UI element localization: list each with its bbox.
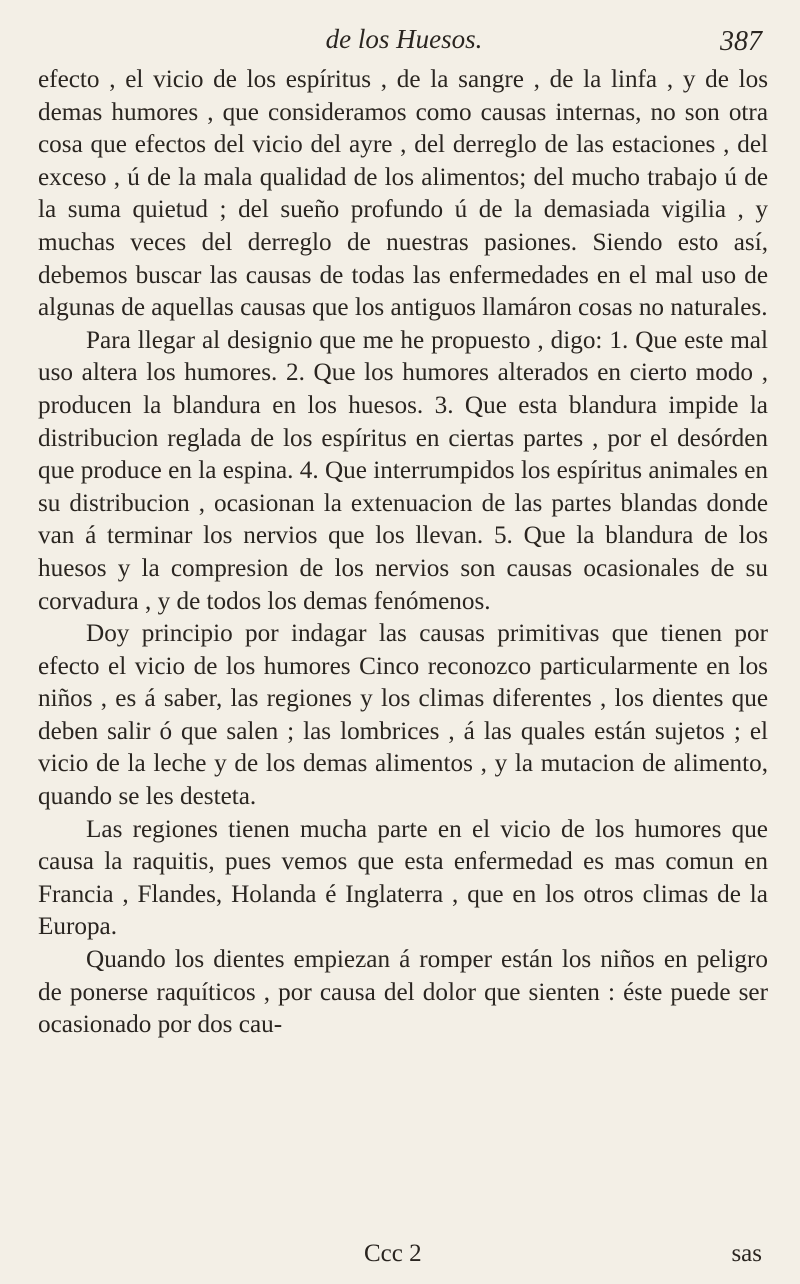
catchword: sas (731, 1240, 762, 1267)
paragraph: Quando los dientes empiezan á romper están los niños en peligro de ponerse raquíticos , por causa del dolor que sienten : éste puede ser ocasionado por dos cau- (38, 946, 768, 1039)
page-footer (40, 1240, 768, 1272)
paragraph: Doy principio por indagar las causas primitivas que tienen por efecto el vicio de los humores Cinco reconozco particularmente en los niños , es á saber, las regiones y los climas diferentes , los dientes que deben salir ó que salen ; las lombrices , á las quales están sujetos ; el vicio de la leche y de los demas alimentos , y la mutacion de alimento, quando se les desteta. (38, 620, 768, 811)
page-header (40, 24, 768, 64)
paragraph: Las regiones tienen mucha parte en el vicio de los humores que causa la raquitis, pues vemos que esta enfermedad es mas comun en Francia , Flandes, Holanda é Inglaterra , que en los otros climas de la Europa. (38, 815, 768, 941)
paragraph-continued: efecto , el vicio de los espíritus , de la sangre , de la linfa , y de los demas humores , que consideramos como causas internas, no son otra cosa que efectos del vicio del ayre , del derreglo de las estaciones , del exceso , ú de la mala qualidad de los alimentos; del mucho trabajo ú de la suma quietud ; del sueño profundo ú de la demasiada vigilia , y muchas veces del derreglo de nuestras pasiones. Siendo esto así, debemos buscar las causas de todas las enfermedades en el mal uso de algunas de aquellas causas que los antiguos llamáron cosas no naturales. (38, 66, 768, 322)
body-text (38, 64, 768, 1042)
page-number: 387 (720, 26, 762, 57)
running-title: de los Huesos. (325, 24, 483, 54)
signature-mark: Ccc 2 (364, 1240, 422, 1267)
paragraph: Para llegar al designio que me he propuesto , digo: 1. Que este mal uso altera los humores. 2. Que los humores alterados en cierto modo , producen la blandura en los huesos. 3. Que esta blandura impide la distribucion reglada de los espíritus en ciertas partes , por el desórden que produce en la espina. 4. Que interrumpidos los espíritus animales en su distribucion , ocasionan la extenuacion de las partes blandas donde van á terminar los nervios que los llevan. 5. Que la blandura de los huesos y la compresion de los nervios son causas ocasionales de su corvadura , y de todos los demas fenómenos. (38, 326, 768, 615)
